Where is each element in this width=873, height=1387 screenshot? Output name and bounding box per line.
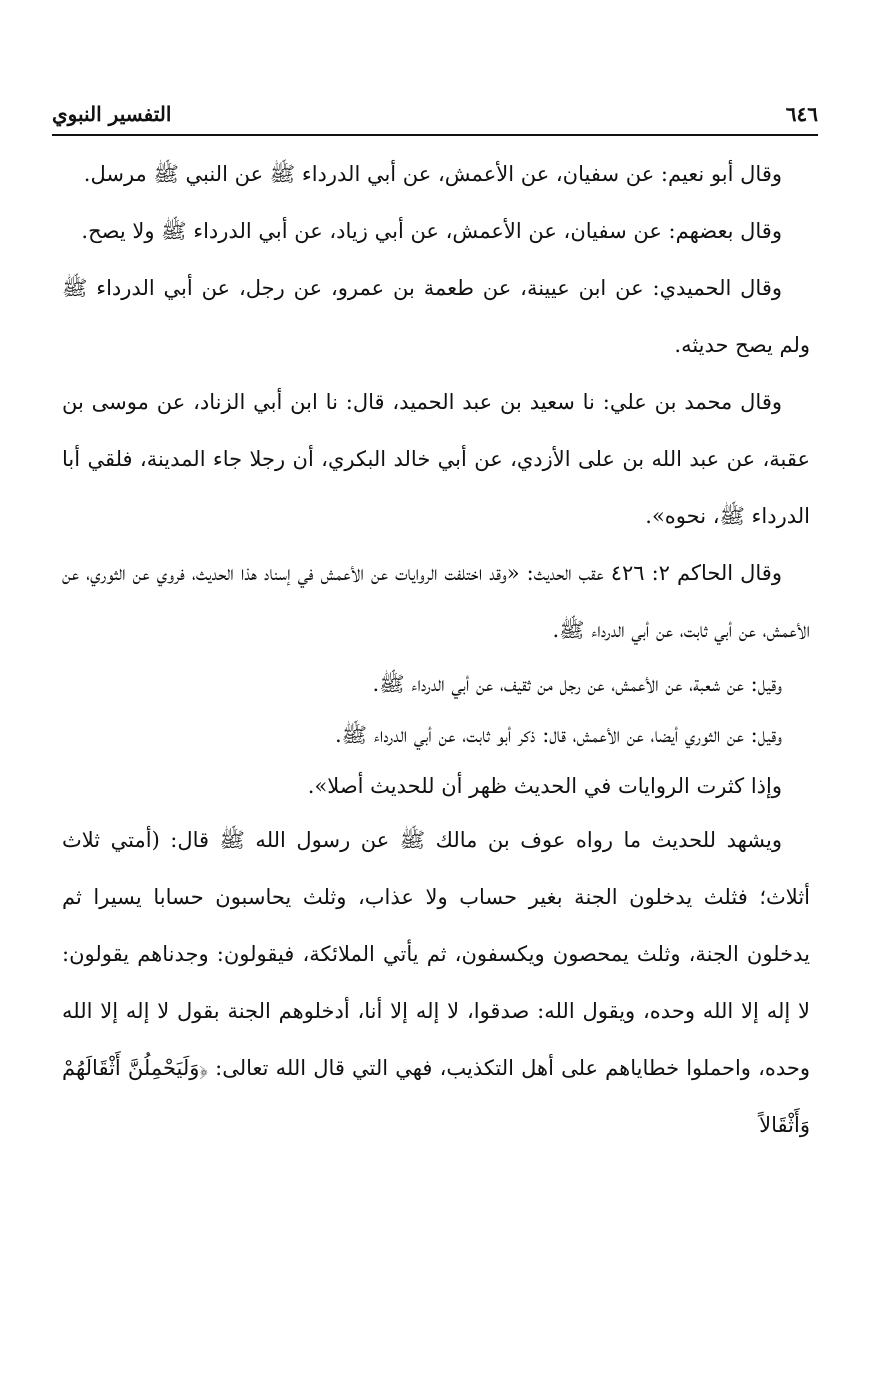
paragraph: وقال بعضهم: عن سفيان، عن الأعمش، عن أبي زياد، عن أبي الدرداء ﷺ ولا يصح. xyxy=(81,219,782,243)
paragraph: ويشهد للحديث ما رواه عوف بن مالك ﷺ عن رسول الله ﷺ قال: (أمتي ثلاث أثلاث؛ فثلث يدخلون الجنة بغير حساب ولا عذاب، وثلث يحاسبون حسابا يسيرا ثم يدخلون الجنة، وثلث يمحصون ويكسفون، ثم يأتي الملائكة، فيقولون: وجدناهم يقولون: لا إله إلا الله وحده، ويقول الله: صدقوا، لا إله إلا أنا، أدخلوهم الجنة بقول لا إله إلا الله وحده، واحملوا خطاياهم على أهل التكذيب، فهي التي قال الله تعالى: ﴿وَلَيَحْمِلُنَّ أَثْقَالَهُمْ وَأَثْقَالاً xyxy=(62,828,810,1137)
header-divider xyxy=(52,134,818,136)
paragraph: وإذا كثرت الروايات في الحديث ظهر أن للحديث أصلا». xyxy=(307,774,782,798)
paragraph: وقيل: عن الثوري أيضا، عن الأعمش، قال: ذكر أبو ثابت، عن أبي الدرداء ﷺ. xyxy=(334,723,782,747)
paragraph: وقال محمد بن علي: نا سعيد بن عبد الحميد، قال: نا ابن أبي الزناد، عن موسى بن عقبة، عن عبد الله بن على الأزدي، عن أبي خالد البكري، أن رجلا جاء المدينة، فلقي أبا الدرداء ﷺ، نحوه». xyxy=(62,390,810,528)
paragraph: وقال الحميدي: عن ابن عيينة، عن طعمة بن عمرو، عن رجل، عن أبي الدرداء ﷺ ولم يصح حديثه. xyxy=(62,276,810,357)
page-number: ٦٤٦ xyxy=(785,102,818,126)
paragraph: وقال أبو نعيم: عن سفيان، عن الأعمش، عن أبي الدرداء ﷺ عن النبي ﷺ مرسل. xyxy=(83,162,782,186)
body-text xyxy=(62,146,810,1154)
running-title: التفسير النبوي xyxy=(52,102,172,126)
page-header xyxy=(52,98,818,134)
paragraph: وقيل: عن شعبة، عن الأعمش، عن رجل من ثقيف، عن أبي الدرداء ﷺ. xyxy=(372,672,782,696)
paragraph: وقال الحاكم ٢: ٤٢٦ عقب الحديث: «وقد اختلفت الروايات عن الأعمش في إسناد هذا الحديث، فروي عن الثوري، عن الأعمش، عن أبي ثابت، عن أبي الدرداء ﷺ. xyxy=(62,561,810,642)
